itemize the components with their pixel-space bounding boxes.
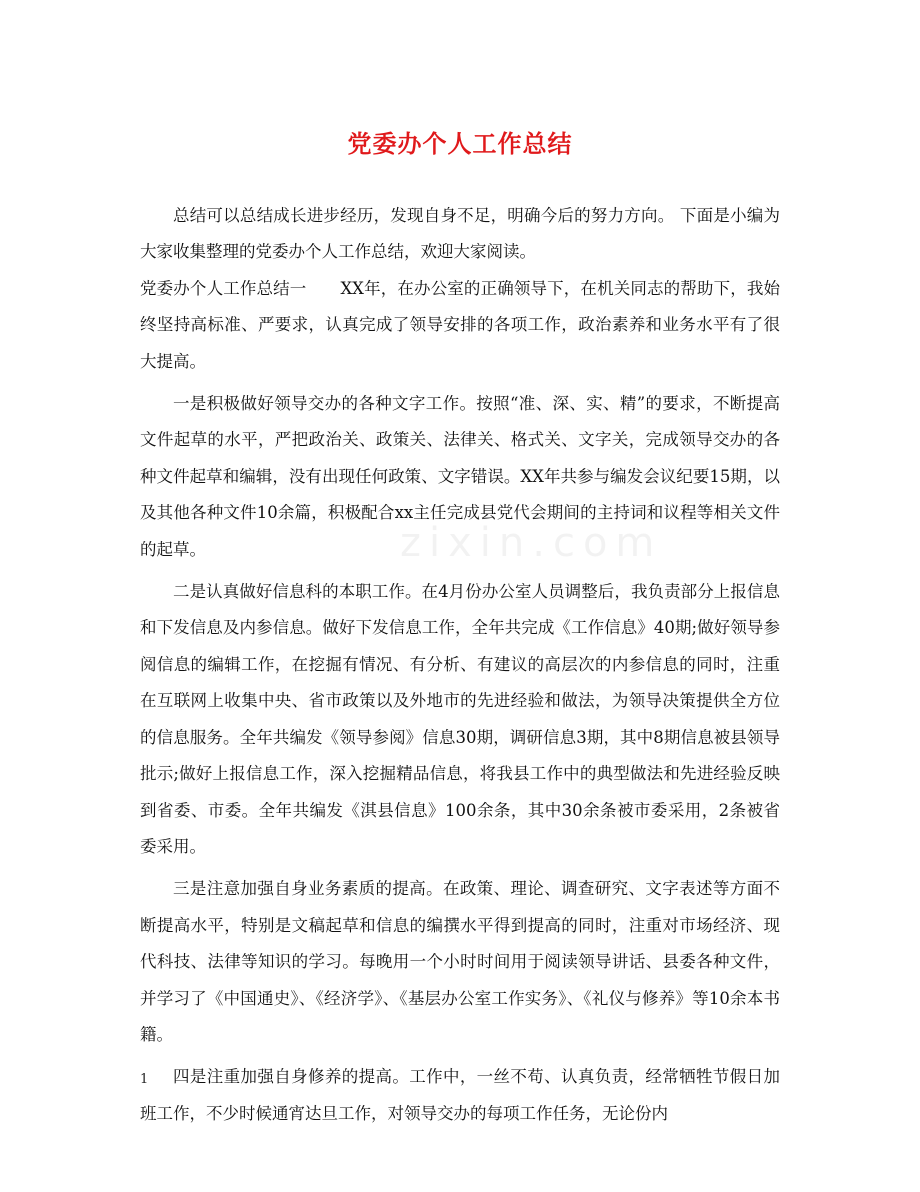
body-paragraph-3: 三是注意加强自身业务素质的提高。在政策、理论、调查研究、文字表述等方面不断提高水平，特别是文稿起草和信息的编撰水平得到提高的同时，注重对市场经济、现代科技、法律等知识的学习。每晚用一个小时时间用于阅读领导讲话、县委各种文件，并学习了《中国通史》、《经济学》、《基层办公室工作实务》、《礼仪与修养》等10余本书籍。 [140,879,780,1044]
document-body [140,198,780,1132]
section-heading: 党委办个人工作总结一 [140,278,307,298]
body-paragraph-2: 二是认真做好信息科的本职工作。在4月份办公室人员调整后，我负责部分上报信息和下发信息及内参信息。做好下发信息工作，全年共完成《工作信息》40期;做好领导参阅信息的编辑工作，在挖掘有情况、有分析、有建议的高层次的内参信息的同时，注重在互联网上收集中央、省市政策以及外地市的先进经验和做法，为领导决策提供全方位的信息服务。全年共编发《领导参阅》信息30期，调研信息3期，其中8期信息被县领导批示;做好上报信息工作，深入挖掘精品信息，将我县工作中的典型做法和先进经验反映到省委、市委。全年共编发《淇县信息》100余条，其中30余条被市委采用，2条被省委采用。 [140,582,780,856]
body-paragraph-1: 一是积极做好领导交办的各种文字工作。按照“准、深、实、精”的要求，不断提高文件起草的水平，严把政治关、政策关、法律关、格式关、文字关，完成领导交办的各种文件起草和编辑，没有出现任何政策、文字错误。XX年共参与编发会议纪要15期，以及其他各种文件10余篇，积极配合xx主任完成县党代会期间的主持词和议程等相关文件的起草。 [140,394,780,559]
body-paragraph-4: 四是注重加强自身修养的提高。工作中，一丝不苟、认真负责，经常牺牲节假日加班工作，不少时候通宵达旦工作，对领导交办的每项工作任务，无论份内 [140,1067,780,1123]
page-number: 1 [140,1072,149,1087]
section-paragraph [140,271,780,380]
watermark: zixin.com [400,520,663,566]
intro-paragraph: 总结可以总结成长进步经历，发现自身不足，明确今后的努力方向。 下面是小编为大家收集整理的党委办个人工作总结，欢迎大家阅读。 [140,206,780,262]
document-title: 党委办个人工作总结 [347,129,573,158]
section-opening: XX年，在办公室的正确领导下，在机关同志的帮助下，我始终坚持高标准、严要求，认真完成了领导安排的各项工作，政治素养和业务水平有了很大提高。 [140,278,781,371]
